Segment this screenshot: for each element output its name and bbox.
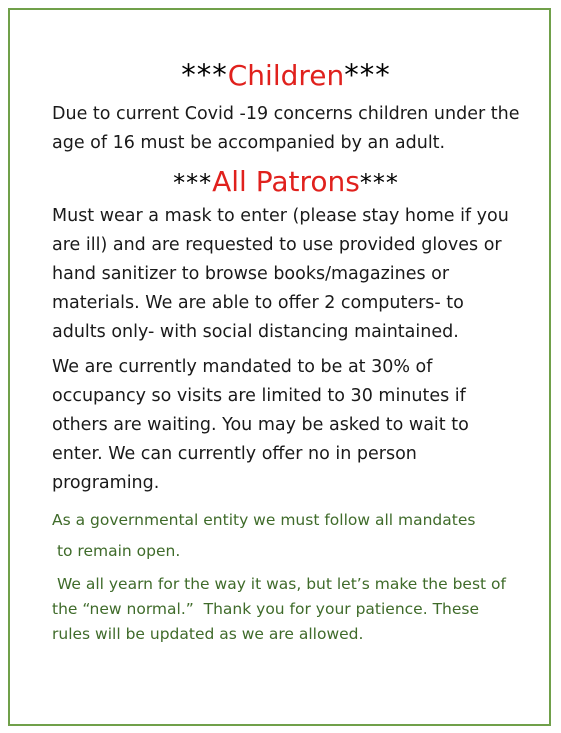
- patrons-paragraph-mask: Must wear a mask to enter (please stay home if you are ill) and are requested to use provided gloves or hand sanitizer to browse books/magazines or materials. We are able to offer 2 computers- to adults only- with social distancing maintained.: [52, 205, 509, 342]
- children-paragraph: Due to current Covid -19 concerns children under the age of 16 must be accompanied by an adult.: [52, 103, 520, 153]
- closing-line-mandates: As a governmental entity we must follow all mandates: [52, 510, 476, 529]
- patrons-heading-stars-right: ***: [359, 168, 399, 197]
- patrons-heading: [52, 166, 520, 198]
- closing-paragraph-new-normal: We all yearn for the way it was, but let’s make the best of the “new normal.” Thank you for your patience. These rules will be updated as we are allowed.: [52, 574, 511, 643]
- children-heading: [52, 60, 520, 92]
- notice-content: [52, 52, 520, 647]
- patrons-paragraph-occupancy: We are currently mandated to be at 30% of occupancy so visits are limited to 30 minutes if others are waiting. You may be asked to wait to enter. We can currently offer no in person programing.: [52, 356, 469, 493]
- closing-line-remain-open: to remain open.: [52, 541, 181, 560]
- children-heading-stars-left: ***: [181, 58, 228, 92]
- children-heading-label: Children: [227, 59, 345, 92]
- children-heading-stars-right: ***: [344, 58, 391, 92]
- patrons-heading-stars-left: ***: [173, 168, 213, 197]
- patrons-heading-label: All Patrons: [212, 164, 360, 198]
